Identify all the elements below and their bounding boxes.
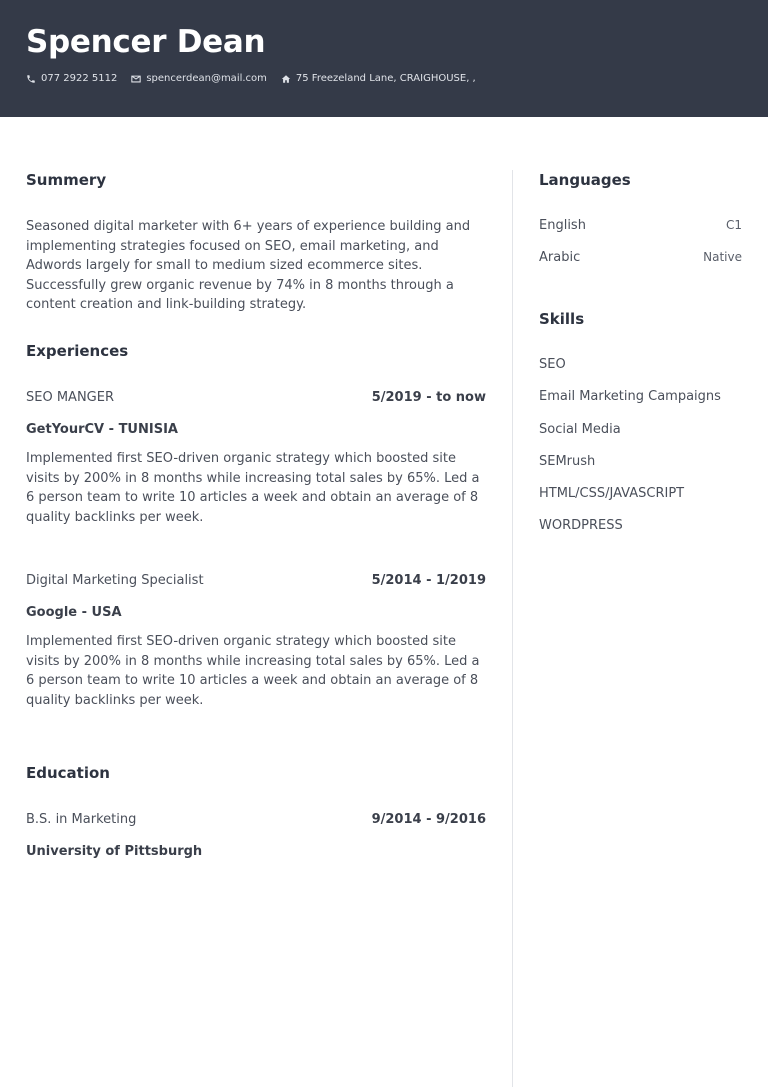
school-name: University of Pittsburgh <box>26 844 203 859</box>
language-row <box>539 250 742 265</box>
skill-item: Email Marketing Campaigns <box>539 389 721 404</box>
phone-number: 077 2922 5112 <box>41 73 118 84</box>
education-title: Education <box>26 764 110 782</box>
language-level: C1 <box>725 218 742 232</box>
job-dates: 5/2014 - 1/2019 <box>371 573 486 588</box>
contact-phone <box>26 73 117 84</box>
skills-title: Skills <box>539 310 585 328</box>
home-icon <box>281 74 291 84</box>
summary-title: Summery <box>26 171 107 189</box>
language-level: Native <box>703 250 742 264</box>
contact-bar <box>26 73 490 84</box>
skill-item: WORDPRESS <box>539 518 623 533</box>
job-company: Google - USA <box>26 605 122 620</box>
candidate-name: Spencer Dean <box>26 24 266 60</box>
envelope-icon <box>131 74 141 84</box>
phone-icon <box>26 74 36 84</box>
contact-address <box>281 73 476 84</box>
column-divider <box>512 170 513 1087</box>
experiences-title: Experiences <box>26 342 129 360</box>
skill-item: HTML/CSS/JAVASCRIPT <box>539 486 685 501</box>
skill-item: SEO <box>539 357 566 372</box>
job-company: GetYourCV - TUNISIA <box>26 422 178 437</box>
language-name: English <box>539 218 586 233</box>
education-dates: 9/2014 - 9/2016 <box>371 812 486 827</box>
street-address: 75 Freezeland Lane, CRAIGHOUSE, , <box>295 73 476 84</box>
resume-header <box>0 0 768 117</box>
contact-email <box>131 73 267 84</box>
language-row <box>539 218 742 233</box>
job-role: Digital Marketing Specialist <box>26 573 204 588</box>
job-role: SEO MANGER <box>26 390 114 405</box>
job-dates: 5/2019 - to now <box>371 390 486 405</box>
email-address: spencerdean@mail.com <box>146 73 267 84</box>
language-name: Arabic <box>539 250 581 265</box>
summary-text: Seasoned digital marketer with 6+ years of experience building and implementing strategies focused on SEO, email marketing, and Adwords largely for small to medium sized ecommerce sites. Successfully grew organic revenue by 74% in 8 months through a content creation and link-building strategy. <box>26 219 471 312</box>
job-description: Implemented first SEO-driven organic strategy which boosted site visits by 200% in 8 months while increasing total sales by 65%. Led a 6 person team to write 10 articles a week and obtain an average of 8 quality backlinks per week. <box>26 634 480 708</box>
skill-item: Social Media <box>539 422 621 437</box>
job-description: Implemented first SEO-driven organic strategy which boosted site visits by 200% in 8 months while increasing total sales by 65%. Led a 6 person team to write 10 articles a week and obtain an average of 8 quality backlinks per week. <box>26 451 480 525</box>
degree: B.S. in Marketing <box>26 812 137 827</box>
skill-item: SEMrush <box>539 454 596 469</box>
languages-title: Languages <box>539 171 631 189</box>
